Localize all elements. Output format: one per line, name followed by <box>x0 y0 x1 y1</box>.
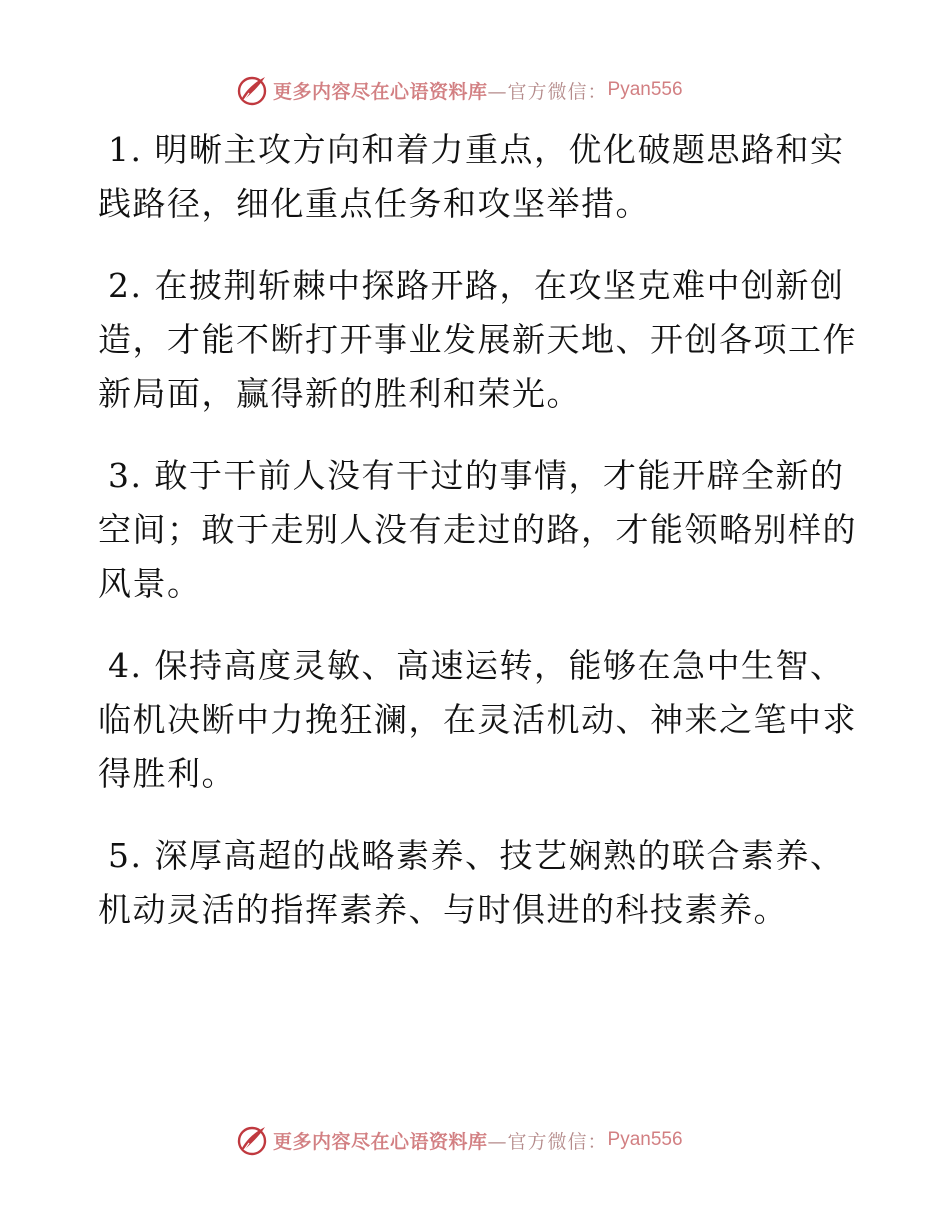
paragraph-3: 3. 敢于干前人没有干过的事情，才能开辟全新的空间；敢于走别人没有走过的路，才能领略别样的风景。 <box>98 456 857 603</box>
paragraph-5: 5. 深厚高超的战略素养、技艺娴熟的联合素养、机动灵活的指挥素养、与时俱进的科技素养。 <box>98 836 845 929</box>
banner-wechat-id: Pyan556 <box>607 79 683 100</box>
paragraph-4: 4. 保持高度灵敏、高速运转，能够在急中生智、临机决断中力挽狂澜，在灵活机动、神来之笔中求得胜利。 <box>98 646 857 793</box>
banner-main-text: 更多内容尽在心语资料库 <box>273 1130 488 1153</box>
paragraph-1: 1. 明晰主攻方向和着力重点，优化破题思路和实践路径，细化重点任务和攻坚举措。 <box>98 130 845 223</box>
quill-pen-logo-icon <box>235 1123 269 1157</box>
quill-pen-logo-icon <box>235 73 269 107</box>
banner-official-label: —官方微信： <box>487 80 608 103</box>
footer-watermark-banner <box>235 1122 683 1158</box>
paragraph-2: 2. 在披荆斩棘中探路开路，在攻坚克难中创新创造，才能不断打开事业发展新天地、开创各项工作新局面，赢得新的胜利和荣光。 <box>98 266 857 413</box>
document-body <box>98 123 858 965</box>
header-watermark-banner <box>235 72 683 108</box>
banner-official-label: —官方微信： <box>487 1130 608 1153</box>
banner-main-text: 更多内容尽在心语资料库 <box>273 80 488 103</box>
banner-wechat-id: Pyan556 <box>607 1129 683 1150</box>
